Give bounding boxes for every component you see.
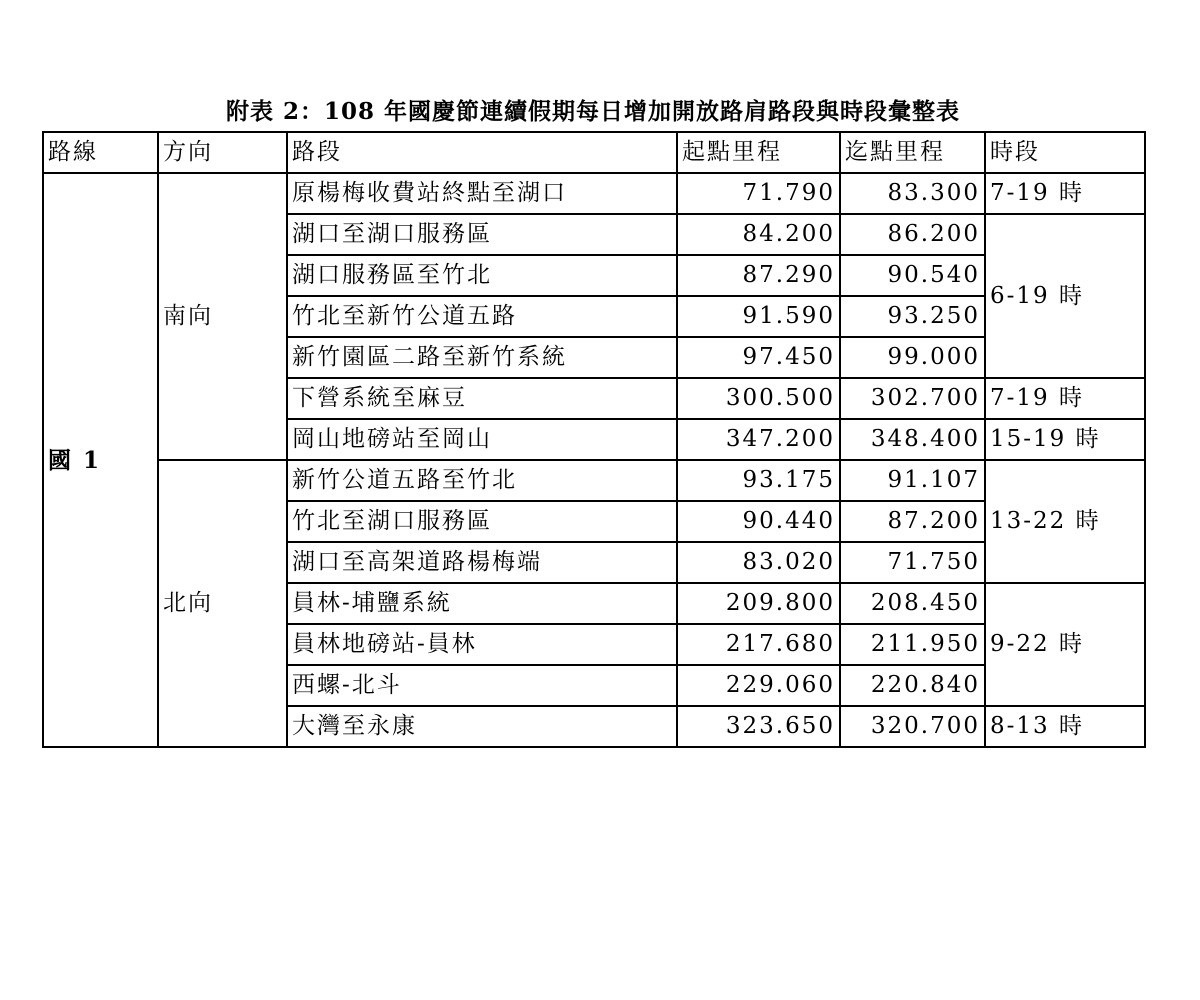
end-km-cell: 90.540 xyxy=(840,255,985,296)
direction-south-cell: 南向 xyxy=(158,173,287,460)
end-km-cell: 211.950 xyxy=(840,624,985,665)
end-km-cell: 91.107 xyxy=(840,460,985,501)
header-end-km: 迄點里程 xyxy=(840,132,985,173)
period-cell: 7-19 時 xyxy=(985,173,1145,214)
table-row xyxy=(43,173,1145,214)
period-cell: 6-19 時 xyxy=(985,214,1145,378)
direction-north-cell: 北向 xyxy=(158,460,287,747)
header-period: 時段 xyxy=(985,132,1145,173)
end-km-cell: 220.840 xyxy=(840,665,985,706)
section-cell: 湖口服務區至竹北 xyxy=(287,255,677,296)
section-cell: 員林-埔鹽系統 xyxy=(287,583,677,624)
start-km-cell: 93.175 xyxy=(677,460,840,501)
period-cell: 8-13 時 xyxy=(985,706,1145,747)
start-km-cell: 209.800 xyxy=(677,583,840,624)
section-cell: 員林地磅站-員林 xyxy=(287,624,677,665)
period-cell: 13-22 時 xyxy=(985,460,1145,583)
header-section: 路段 xyxy=(287,132,677,173)
table-row xyxy=(43,460,1145,501)
end-km-cell: 71.750 xyxy=(840,542,985,583)
table-header-row xyxy=(43,132,1145,173)
start-km-cell: 83.020 xyxy=(677,542,840,583)
start-km-cell: 90.440 xyxy=(677,501,840,542)
period-cell: 15-19 時 xyxy=(985,419,1145,460)
start-km-cell: 71.790 xyxy=(677,173,840,214)
document-title: 附表 2：108 年國慶節連續假期每日增加開放路肩路段與時段彙整表 xyxy=(225,98,961,125)
start-km-cell: 300.500 xyxy=(677,378,840,419)
start-km-cell: 217.680 xyxy=(677,624,840,665)
start-km-cell: 84.200 xyxy=(677,214,840,255)
section-cell: 岡山地磅站至岡山 xyxy=(287,419,677,460)
route-cell: 國 1 xyxy=(43,173,158,747)
start-km-cell: 229.060 xyxy=(677,665,840,706)
section-cell: 下營系統至麻豆 xyxy=(287,378,677,419)
end-km-cell: 320.700 xyxy=(840,706,985,747)
header-route: 路線 xyxy=(43,132,158,173)
start-km-cell: 87.290 xyxy=(677,255,840,296)
start-km-cell: 347.200 xyxy=(677,419,840,460)
section-cell: 西螺-北斗 xyxy=(287,665,677,706)
start-km-cell: 91.590 xyxy=(677,296,840,337)
end-km-cell: 99.000 xyxy=(840,337,985,378)
end-km-cell: 87.200 xyxy=(840,501,985,542)
header-direction: 方向 xyxy=(158,132,287,173)
section-cell: 新竹公道五路至竹北 xyxy=(287,460,677,501)
section-cell: 竹北至湖口服務區 xyxy=(287,501,677,542)
start-km-cell: 97.450 xyxy=(677,337,840,378)
start-km-cell: 323.650 xyxy=(677,706,840,747)
end-km-cell: 208.450 xyxy=(840,583,985,624)
end-km-cell: 83.300 xyxy=(840,173,985,214)
section-cell: 竹北至新竹公道五路 xyxy=(287,296,677,337)
end-km-cell: 86.200 xyxy=(840,214,985,255)
period-cell: 7-19 時 xyxy=(985,378,1145,419)
header-start-km: 起點里程 xyxy=(677,132,840,173)
section-cell: 湖口至高架道路楊梅端 xyxy=(287,542,677,583)
shoulder-schedule-table xyxy=(42,131,1146,748)
period-cell: 9-22 時 xyxy=(985,583,1145,706)
section-cell: 湖口至湖口服務區 xyxy=(287,214,677,255)
section-cell: 原楊梅收費站終點至湖口 xyxy=(287,173,677,214)
end-km-cell: 93.250 xyxy=(840,296,985,337)
end-km-cell: 302.700 xyxy=(840,378,985,419)
end-km-cell: 348.400 xyxy=(840,419,985,460)
section-cell: 大灣至永康 xyxy=(287,706,677,747)
section-cell: 新竹園區二路至新竹系統 xyxy=(287,337,677,378)
